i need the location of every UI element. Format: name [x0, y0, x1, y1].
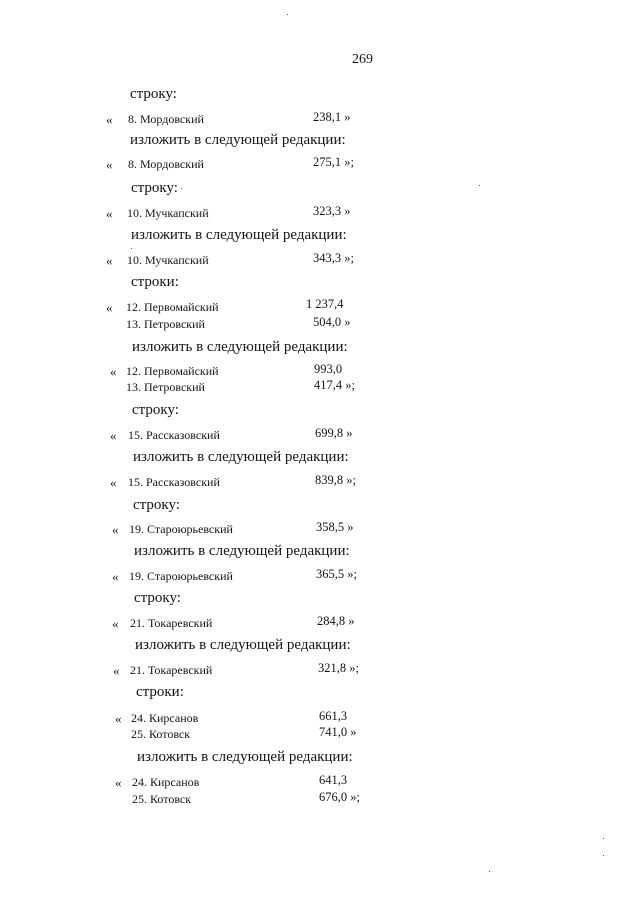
entry-name: 25. Котовск: [131, 727, 191, 741]
entry-value: 661,3: [319, 709, 348, 723]
open-quote: «: [110, 364, 117, 379]
open-quote: «: [106, 206, 113, 221]
scan-speck: [603, 855, 604, 856]
open-quote: «: [115, 711, 122, 726]
open-quote: «: [115, 775, 122, 790]
block-label: изложить в следующей редакции:: [137, 749, 353, 765]
open-quote: «: [113, 663, 120, 678]
open-quote: «: [110, 428, 117, 443]
entry-value: 504,0 »: [313, 315, 351, 329]
entry-value: 323,3 »: [313, 204, 351, 218]
scan-speck: [479, 185, 480, 186]
entry-name: 8. Мордовский: [128, 157, 204, 171]
entry-value: 641,3: [319, 773, 348, 787]
entry-value: 993,0: [314, 362, 343, 376]
block-label: изложить в следующей редакции:: [131, 227, 347, 243]
entry-name: 19. Староюрьевский: [129, 569, 233, 583]
entry-value: 238,1 »: [313, 110, 351, 124]
entry-value: 365,5 »;: [316, 567, 357, 581]
block-label: изложить в следующей редакции:: [135, 637, 351, 653]
open-quote: «: [106, 112, 113, 127]
scan-speck: [131, 248, 132, 249]
entry-value: 1 237,4: [306, 297, 344, 311]
entry-value: 358,5 »: [316, 520, 354, 534]
open-quote: «: [112, 522, 119, 537]
entry-value: 343,3 »;: [313, 251, 354, 265]
entry-value: 676,0 »;: [319, 790, 360, 804]
entry-value: 699,8 »: [315, 426, 353, 440]
open-quote: «: [106, 300, 113, 315]
entry-name: 24. Кирсанов: [132, 775, 200, 789]
block-label: строку:: [130, 86, 177, 102]
entry-name: 15. Рассказовский: [128, 428, 220, 442]
block-label: строку:: [134, 590, 181, 606]
entry-value: 839,8 »;: [315, 473, 356, 487]
block-label: строки:: [131, 274, 179, 290]
entry-name: 10. Мучкапский: [127, 253, 209, 267]
entry-name: 8. Мордовский: [128, 112, 204, 126]
scan-speck: [287, 14, 288, 15]
entry-name: 13. Петровский: [126, 317, 205, 331]
entry-name: 12. Первомайский: [126, 300, 219, 314]
entry-value: 275,1 »;: [313, 155, 354, 169]
open-quote: «: [110, 475, 117, 490]
entry-name: 25. Котовск: [132, 792, 192, 806]
entry-name: 21. Токаревский: [130, 663, 213, 677]
block-label: изложить в следующей редакции:: [133, 449, 349, 465]
scan-speck: [603, 838, 604, 839]
block-label: строку:: [133, 497, 180, 513]
entry-value: 284,8 »: [317, 614, 355, 628]
entry-value: 741,0 »: [319, 725, 357, 739]
entry-name: 21. Токаревский: [130, 616, 213, 630]
open-quote: «: [106, 253, 113, 268]
scan-speck: [489, 871, 490, 872]
open-quote: «: [106, 157, 113, 172]
block-label: строку:: [131, 180, 178, 196]
block-label: изложить в следующей редакции:: [134, 543, 350, 559]
open-quote: «: [112, 569, 119, 584]
scan-speck: [181, 188, 182, 189]
page-number: 269: [352, 52, 373, 67]
open-quote: «: [112, 616, 119, 631]
entry-value: 417,4 »;: [314, 378, 355, 392]
block-label: строки:: [136, 684, 184, 700]
entry-value: 321,8 »;: [318, 661, 359, 675]
entry-name: 15. Рассказовский: [128, 475, 220, 489]
block-label: изложить в следующей редакции:: [132, 339, 348, 355]
entry-name: 10. Мучкапский: [127, 206, 209, 220]
entry-name: 24. Кирсанов: [131, 711, 199, 725]
entry-name: 13. Петровский: [126, 380, 205, 394]
block-label: строку:: [132, 402, 179, 418]
entry-name: 12. Первомайский: [126, 364, 219, 378]
entry-name: 19. Староюрьевский: [129, 522, 233, 536]
block-label: изложить в следующей редакции:: [130, 132, 346, 148]
